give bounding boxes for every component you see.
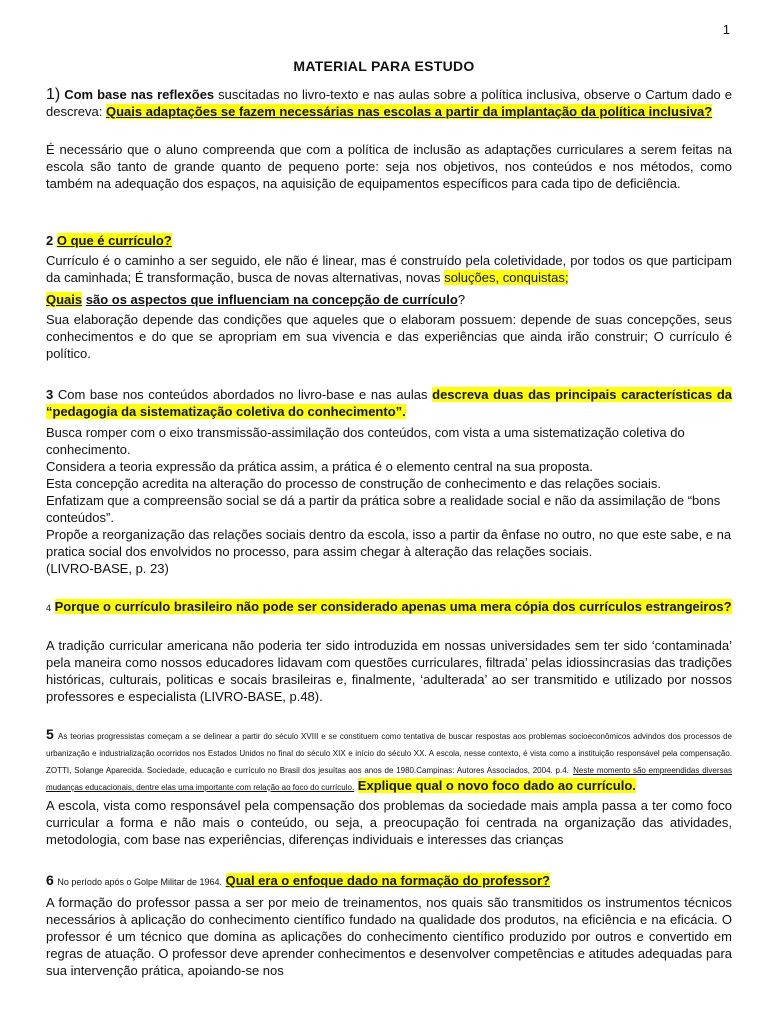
question-5-context-underlined: Neste momento são empreendidas diversas mudanças educacionais, dentre elas uma importante com relação ao foco do currículo. — [46, 766, 732, 792]
question-4-number: 4 — [46, 603, 52, 613]
answer-6: A formação do professor passa a ser por meio de treinamentos, nos quais são transmitidos os instrumentos técnicos necessários à aplicação do conhecimento científico fundado na qualidade dos produtos, na eficiência e na eficácia. O professor é um técnico que domina as aplicações do conhecimento científico produzido por outros e convertido em regras de atuação. O professor deve aprender conhecimentos e desenvolver competências e atitudes adequadas para sua intervenção prática, apoiando-se nos — [46, 895, 732, 978]
question-1-lead: Com base nas reflexões — [64, 87, 215, 102]
question-2-sub-end: ? — [457, 292, 466, 307]
answer-3-line: Enfatizam que a compreensão social se dá a partir da prática sobre a realidade social e não da assimilação de “bons conteúdos”. — [46, 493, 721, 525]
question-2-sub-a: Quais — [46, 292, 83, 307]
question-6-number: 6 — [46, 872, 54, 888]
question-4 — [46, 598, 732, 617]
answer-5: A escola, vista como responsável pela compensação dos problemas da sociedade mais ampla passa a ter como foco curricular a forma e não mais o conteúdo, ou seja, a preocupação foi centrada na organização das atividades, metodologia, com base nas experiências, diferenças individuais e interesses das crianças — [46, 798, 732, 847]
page-number: 1 — [722, 22, 730, 37]
answer-3-line: Propõe a reorganização das relações sociais dentro da escola, isso a partir da ênfase no outro, no que este sabe, e na pratica social dos envolvidos no processo, para assim chegar à alteração das relações sociais. — [46, 527, 732, 559]
question-3-number: 3 — [46, 387, 54, 402]
question-2 — [46, 232, 732, 249]
answer-3-line: Esta concepção acredita na alteração do processo de construção de conhecimento e das relações sociais. — [46, 476, 661, 491]
question-1 — [46, 86, 732, 120]
question-2-prompt: O que é currículo? — [56, 233, 172, 248]
question-5-number: 5 — [46, 726, 54, 742]
answer-2 — [46, 252, 732, 286]
question-1-prompt: Quais adaptações se fazem necessárias nas escolas a partir da implantação da política inclusiva? — [106, 104, 713, 119]
answer-4: A tradição curricular americana não poderia ter sido introduzida em nossas universidades sem ter sido ‘contaminada’ pela maneira como nossos educadores lidavam com questões curriculares, filtrada’ pelas idiossincrasias das tradições históricas, culturais, politicas e socais brasileiras e, finalmente, ‘adulterada’ ao ser transmitido e utilizado por nossos professores e especialista (LIVRO-BASE, p.48). — [46, 638, 732, 704]
question-3 — [46, 386, 732, 420]
answer-3-line: Busca romper com o eixo transmissão-assimilação dos conteúdos, com vista a uma sistematização coletiva do conhecimento. — [46, 425, 685, 457]
question-4-prompt: Porque o currículo brasileiro não pode ser considerado apenas uma mera cópia dos currículos estrangeiros? — [54, 599, 732, 614]
answer-2-highlight: soluções, conquistas; — [444, 270, 569, 285]
question-3-text: Com base nos conteúdos abordados no livro-base e nas aulas — [57, 387, 428, 402]
answer-3 — [46, 424, 732, 577]
page-title: MATERIAL PARA ESTUDO — [293, 58, 475, 74]
answer-3-line: (LIVRO-BASE, p. 23) — [46, 561, 169, 576]
question-6-prompt: Qual era o enfoque dado na formação do professor? — [225, 873, 550, 888]
question-5-prompt: Explique qual o novo foco dado ao currículo. — [357, 778, 636, 793]
question-3-prompt: descreva duas das principais características da “pedagogia da sistematização coletiva do conhecimento”. — [46, 387, 732, 419]
question-1-text: suscitadas no livro-texto e nas aulas sobre a política inclusiva, observe o Cartum dado e descreva: — [46, 87, 732, 119]
question-5-context: As teorias progressistas começam a se delinear a partir do século XVIII e se constituem como tentativa de buscar respostas aos problemas socioeconômicos advindos dos processos de urbanização e industrialização ocorridos nos Estados Unidos no final do século XIX e início do século XX. A escola, nesse contexto, é vista como a instituição responsável pela compensação. ZOTTI, Solange Aparecida. Sociedade, educação e currículo no Brasil dos jesuítas aos anos de 1980.Campinas: Autores Associados, 2004. p.4. — [46, 732, 732, 775]
question-5 — [46, 726, 732, 794]
question-2-sub-b: são os aspectos que influenciam na concepção de currículo — [85, 292, 458, 307]
answer-2-text: Currículo é o caminho a ser seguido, ele não é linear, mas é construído pela coletividade, por todos os que participam da caminhada; É transformação, busca de novas alternativas, novas — [46, 253, 732, 285]
answer-2b: Sua elaboração depende das condições que aqueles que o elaboram possuem: depende de suas concepções, seus conhecimentos e do que se apropriam em sua vivencia e das experiências que ainda irão construir; O currículo é político. — [46, 312, 732, 361]
question-6 — [46, 872, 732, 891]
question-1-number: 1) — [46, 86, 61, 103]
question-2-sub — [46, 291, 732, 308]
question-6-context: No período após o Golpe Militar de 1964. — [57, 877, 223, 887]
answer-3-line: Considera a teoria expressão da prática assim, a prática é o elemento central na sua proposta. — [46, 459, 594, 474]
question-2-number: 2 — [46, 233, 54, 248]
answer-1: É necessário que o aluno compreenda que com a política de inclusão as adaptações curriculares a serem feitas na escola são tanto de grande quanto de pequeno porte: seja nos objetivos, nos conteúdos e nos métodos, como também na adequação dos espaços, na aquisição de equipamentos específicos para cada tipo de deficiência. — [46, 142, 732, 191]
